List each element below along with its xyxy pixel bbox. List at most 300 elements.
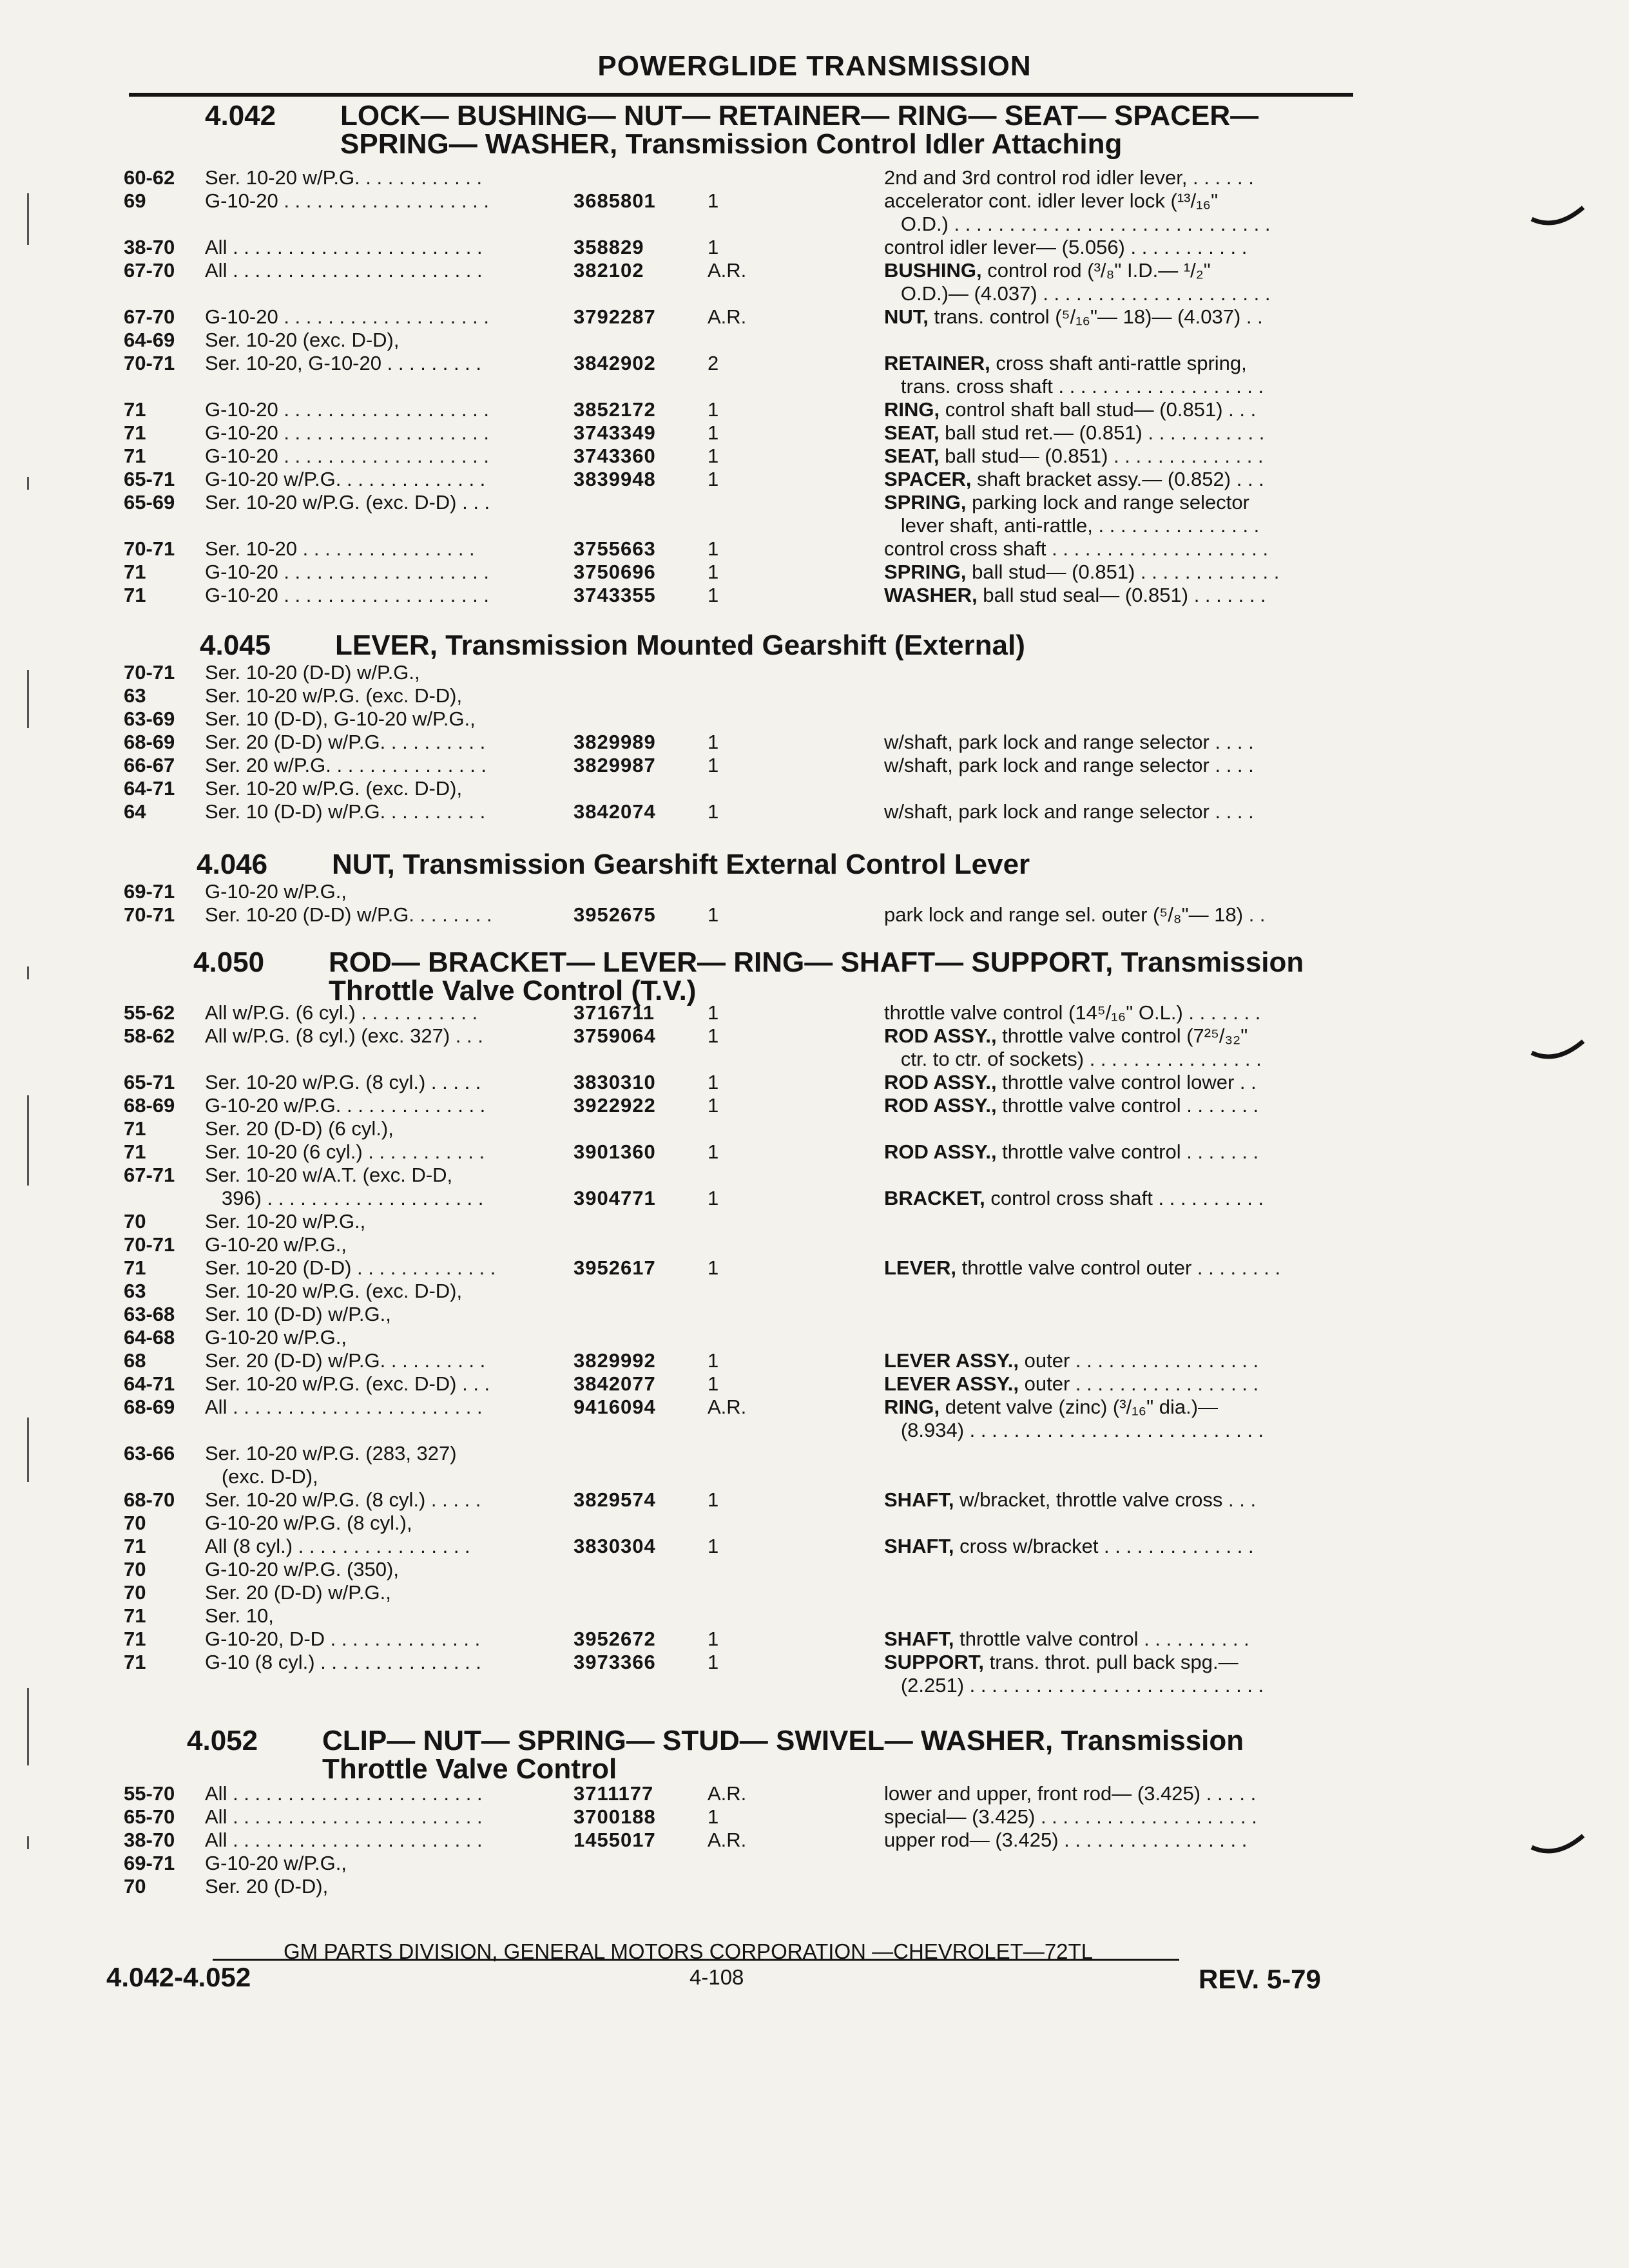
description <box>884 398 1256 421</box>
quantity: 1 <box>708 1535 719 1557</box>
description-text: (8.934) . . . . . . . . . . . . . . . . . . . . . . . . . . . <box>884 1419 1264 1441</box>
description-text: accelerator cont. idler lever lock (¹³/₁₆" <box>884 189 1219 212</box>
section-title: ROD— BRACKET— LEVER— RING— SHAFT— SUPPORT, Transmission <box>329 947 1304 978</box>
application: Ser. 10, <box>205 1604 274 1627</box>
section-title-line2: SPRING— WASHER, Transmission Control Idler Attaching <box>340 128 1123 160</box>
part-number: 3750696 <box>574 561 656 583</box>
part-number: 3685801 <box>574 189 656 212</box>
model-year: 65-71 <box>124 468 175 490</box>
quantity: A.R. <box>708 259 747 282</box>
table-row <box>0 1604 1629 1630</box>
description-keyword: SEAT, <box>884 421 940 444</box>
quantity: 1 <box>708 1140 719 1163</box>
quantity: 1 <box>708 1001 719 1024</box>
description-text: throttle valve control (14⁵/₁₆" O.L.) . . . . . . . <box>884 1001 1261 1024</box>
application: Ser. 10-20 (D-D) . . . . . . . . . . . . . <box>205 1256 496 1279</box>
description-text: 2nd and 3rd control rod idler lever, . . . . . . <box>884 166 1254 189</box>
table-row <box>0 1001 1629 1027</box>
table-row <box>0 1210 1629 1236</box>
application: Ser. 10-20 w/P.G. (exc. D-D), <box>205 1280 463 1302</box>
table-row <box>0 468 1629 494</box>
table-row <box>0 1829 1629 1854</box>
model-year: 71 <box>124 1256 146 1279</box>
part-number: 3842077 <box>574 1372 656 1395</box>
table-row <box>0 561 1629 586</box>
application: All . . . . . . . . . . . . . . . . . . . . . . . <box>205 236 483 258</box>
description <box>884 754 1254 777</box>
quantity: 1 <box>708 537 719 560</box>
part-number: 358829 <box>574 236 644 258</box>
application: Ser. 20 (D-D) w/P.G., <box>205 1581 391 1604</box>
table-row <box>0 491 1629 517</box>
table-row <box>0 514 1629 540</box>
application: G-10-20 w/P.G., <box>205 1326 347 1349</box>
description <box>884 421 1264 445</box>
description-keyword: SPACER, <box>884 468 972 490</box>
table-row <box>0 445 1629 470</box>
description-text: control cross shaft . . . . . . . . . . . . . . . . . . . . <box>884 537 1269 560</box>
application: Ser. 10-20 w/A.T. (exc. D-D, <box>205 1164 453 1186</box>
quantity: 2 <box>708 352 719 374</box>
table-row <box>0 189 1629 215</box>
description <box>884 468 1264 491</box>
model-year: 71 <box>124 1140 146 1163</box>
part-number: 3842074 <box>574 800 656 823</box>
table-row <box>0 1465 1629 1491</box>
description <box>884 1140 1258 1164</box>
page-header-title: POWERGLIDE TRANSMISSION <box>597 50 1032 82</box>
table-row <box>0 213 1629 238</box>
section-title-line2: Throttle Valve Control (T.V.) <box>329 975 697 1006</box>
quantity: 1 <box>708 468 719 490</box>
description <box>884 584 1266 607</box>
description <box>884 236 1247 259</box>
description-keyword: RING, <box>884 1396 940 1418</box>
part-number: 3829989 <box>574 731 656 753</box>
description <box>884 445 1264 468</box>
table-row <box>0 880 1629 906</box>
part-number: 3829992 <box>574 1349 656 1372</box>
application: Ser. 10-20 (6 cyl.) . . . . . . . . . . . <box>205 1140 485 1163</box>
quantity: 1 <box>708 584 719 606</box>
margin-tick <box>27 1418 29 1482</box>
description <box>884 800 1254 823</box>
part-number: 9416094 <box>574 1396 656 1418</box>
description-keyword: SEAT, <box>884 445 940 467</box>
application: G-10-20 . . . . . . . . . . . . . . . . . . . <box>205 445 490 467</box>
application: G-10-20 w/P.G., <box>205 1852 347 1874</box>
quantity: 1 <box>708 1349 719 1372</box>
model-year: 70 <box>124 1875 146 1898</box>
table-row <box>0 375 1629 401</box>
quantity: A.R. <box>708 1396 747 1418</box>
description-text: lower and upper, front rod— (3.425) . . . . . <box>884 1782 1257 1805</box>
description-text: ball stud ret.— (0.851) . . . . . . . . . . . <box>939 421 1265 444</box>
quantity: 1 <box>708 1651 719 1673</box>
model-year: 71 <box>124 398 146 421</box>
application: Ser. 10-20 w/P.G. (exc. D-D), <box>205 684 463 707</box>
description-keyword: NUT, <box>884 305 929 328</box>
section-title-line2: Throttle Valve Control <box>322 1753 617 1785</box>
description-text: cross shaft anti-rattle spring, <box>990 352 1247 374</box>
description-text: trans. control (⁵/₁₆"— 18)— (4.037) . . <box>928 305 1263 328</box>
model-year: 70 <box>124 1558 146 1581</box>
model-year: 70-71 <box>124 352 175 374</box>
quantity: 1 <box>708 754 719 776</box>
description-text: control rod (³/₈" I.D.— ¹/₂" <box>981 259 1211 282</box>
description <box>884 1488 1256 1512</box>
description-keyword: BRACKET, <box>884 1187 985 1209</box>
part-number: 3830310 <box>574 1071 656 1093</box>
table-row <box>0 1488 1629 1514</box>
description-keyword: ROD ASSY., <box>884 1140 997 1163</box>
binding-mark-icon <box>1530 1039 1585 1064</box>
model-year: 71 <box>124 1535 146 1557</box>
model-year: 63-69 <box>124 707 175 730</box>
application: Ser. 10-20 w/P.G. (exc. D-D) . . . <box>205 1372 490 1395</box>
model-year: 71 <box>124 584 146 606</box>
description-text: throttle valve control . . . . . . . <box>996 1140 1259 1163</box>
table-row <box>0 584 1629 610</box>
quantity: A.R. <box>708 1782 747 1805</box>
part-number: 3830304 <box>574 1535 656 1557</box>
part-number: 3755663 <box>574 537 656 560</box>
description-text: control cross shaft . . . . . . . . . . <box>985 1187 1264 1209</box>
model-year: 64-68 <box>124 1326 175 1349</box>
table-row <box>0 1674 1629 1700</box>
description <box>884 1782 1256 1805</box>
table-row <box>0 398 1629 424</box>
description-text: special— (3.425) . . . . . . . . . . . . . . . . . . . . <box>884 1805 1257 1828</box>
description-text: w/shaft, park lock and range selector . . . . <box>884 731 1254 753</box>
table-row <box>0 352 1629 378</box>
model-year: 64-71 <box>124 777 175 800</box>
application: G-10-20 w/P.G., <box>205 1233 347 1256</box>
footer-publisher: GM PARTS DIVISION, GENERAL MOTORS CORPORATION —CHEVROLET—72TL <box>284 1939 1094 1963</box>
description <box>884 213 1270 236</box>
application: G-10-20 . . . . . . . . . . . . . . . . . . . <box>205 421 490 444</box>
table-row <box>0 421 1629 447</box>
description-text: throttle valve control . . . . . . . . . . <box>954 1628 1249 1650</box>
description <box>884 1674 1264 1697</box>
part-number: 3973366 <box>574 1651 656 1673</box>
application: All . . . . . . . . . . . . . . . . . . . . . . . <box>205 1396 483 1418</box>
description-text: control idler lever— (5.056) . . . . . . . . . . . <box>884 236 1248 258</box>
description <box>884 514 1259 537</box>
application: Ser. 10 (D-D), G-10-20 w/P.G., <box>205 707 476 730</box>
quantity: 1 <box>708 731 719 753</box>
model-year: 58-62 <box>124 1024 175 1047</box>
model-year: 64 <box>124 800 146 823</box>
description-keyword: SHAFT, <box>884 1535 954 1557</box>
table-row <box>0 1048 1629 1073</box>
part-number: 3792287 <box>574 305 656 328</box>
application: Ser. 20 w/P.G. . . . . . . . . . . . . . . <box>205 754 487 776</box>
description-keyword: SPRING, <box>884 491 967 514</box>
table-row <box>0 1094 1629 1120</box>
part-number: 3716711 <box>574 1001 655 1024</box>
model-year: 65-69 <box>124 491 175 514</box>
application: Ser. 10-20 w/P.G. (exc. D-D) . . . <box>205 491 490 514</box>
table-row <box>0 1512 1629 1537</box>
model-year: 38-70 <box>124 1829 175 1851</box>
margin-tick <box>27 1095 29 1186</box>
description-text: O.D.)— (4.037) . . . . . . . . . . . . . . . . . . . . . <box>884 282 1271 305</box>
header-rule <box>129 93 1353 97</box>
table-row <box>0 1349 1629 1375</box>
description <box>884 903 1266 927</box>
table-row <box>0 1233 1629 1259</box>
table-row <box>0 661 1629 687</box>
table-row <box>0 1140 1629 1166</box>
quantity: 1 <box>708 903 719 926</box>
model-year: 68 <box>124 1349 146 1372</box>
model-year: 70-71 <box>124 1233 175 1256</box>
application: G-10-20 w/P.G. . . . . . . . . . . . . . <box>205 468 486 490</box>
section-number: 4.052 <box>187 1725 258 1756</box>
quantity: 1 <box>708 561 719 583</box>
application: Ser. 10-20, G-10-20 . . . . . . . . . <box>205 352 482 374</box>
description <box>884 537 1268 561</box>
model-year: 70 <box>124 1581 146 1604</box>
part-number: 3711177 <box>574 1782 654 1805</box>
application: G-10-20 w/P.G., <box>205 880 347 903</box>
model-year: 70-71 <box>124 903 175 926</box>
model-year: 68-69 <box>124 1396 175 1418</box>
description-keyword: ROD ASSY., <box>884 1094 997 1117</box>
application: Ser. 20 (D-D) w/P.G. . . . . . . . . . <box>205 731 486 753</box>
application: Ser. 20 (D-D) (6 cyl.), <box>205 1117 394 1140</box>
table-row <box>0 1372 1629 1398</box>
part-number: 3829574 <box>574 1488 656 1511</box>
description-text: ball stud— (0.851) . . . . . . . . . . . . . <box>966 561 1280 583</box>
table-row <box>0 236 1629 262</box>
description <box>884 352 1247 375</box>
model-year: 71 <box>124 445 146 467</box>
description <box>884 1396 1218 1419</box>
description <box>884 1024 1248 1048</box>
part-number: 3700188 <box>574 1805 656 1828</box>
model-year: 71 <box>124 1117 146 1140</box>
application: G-10-20 . . . . . . . . . . . . . . . . . . . <box>205 305 490 328</box>
table-row <box>0 731 1629 756</box>
quantity: 1 <box>708 1628 719 1650</box>
description-text: outer . . . . . . . . . . . . . . . . . <box>1019 1372 1259 1395</box>
table-row <box>0 903 1629 929</box>
model-year: 65-71 <box>124 1071 175 1093</box>
application: Ser. 10-20 (D-D) w/P.G. . . . . . . . <box>205 903 492 926</box>
description-keyword: RETAINER, <box>884 352 990 374</box>
quantity: 1 <box>708 800 719 823</box>
section-title: LEVER, Transmission Mounted Gearshift (External) <box>335 629 1025 661</box>
description-text: O.D.) . . . . . . . . . . . . . . . . . . . . . . . . . . . . . <box>884 213 1271 235</box>
quantity: 1 <box>708 1187 719 1209</box>
quantity: A.R. <box>708 1829 747 1851</box>
model-year: 69 <box>124 189 146 212</box>
description <box>884 1001 1260 1024</box>
table-row <box>0 329 1629 354</box>
model-year: 63-66 <box>124 1442 175 1465</box>
application: All . . . . . . . . . . . . . . . . . . . . . . . <box>205 1805 483 1828</box>
table-row <box>0 1852 1629 1878</box>
footer-range: 4.042-4.052 <box>106 1962 251 1992</box>
model-year: 65-70 <box>124 1805 175 1828</box>
part-number: 3922922 <box>574 1094 656 1117</box>
description <box>884 1419 1264 1442</box>
section-number: 4.050 <box>193 947 265 978</box>
application: G-10-20 . . . . . . . . . . . . . . . . . . . <box>205 398 490 421</box>
description-text: throttle valve control . . . . . . . <box>996 1094 1259 1117</box>
application: G-10-20 w/P.G. (350), <box>205 1558 399 1581</box>
description-text: detent valve (zinc) (³/₁₆" dia.)— <box>940 1396 1219 1418</box>
description-text: (2.251) . . . . . . . . . . . . . . . . . . . . . . . . . . . <box>884 1674 1264 1696</box>
description <box>884 305 1263 329</box>
description <box>884 1805 1257 1829</box>
application: Ser. 10-20 . . . . . . . . . . . . . . . . <box>205 537 475 560</box>
application: Ser. 10 (D-D) w/P.G. . . . . . . . . . <box>205 800 486 823</box>
description-text: ball stud seal— (0.851) . . . . . . . <box>977 584 1266 606</box>
description-text: w/bracket, throttle valve cross . . . <box>954 1488 1257 1511</box>
description <box>884 491 1249 514</box>
table-row <box>0 166 1629 192</box>
application: All . . . . . . . . . . . . . . . . . . . . . . . <box>205 259 483 282</box>
description-keyword: BUSHING, <box>884 259 982 282</box>
application: Ser. 10-20 w/P.G. (283, 327) <box>205 1442 457 1465</box>
margin-tick <box>27 966 29 979</box>
description <box>884 1071 1257 1094</box>
table-row <box>0 1187 1629 1213</box>
application: Ser. 10-20 (exc. D-D), <box>205 329 400 351</box>
model-year: 69-71 <box>124 1852 175 1874</box>
part-number: 3743355 <box>574 584 656 606</box>
model-year: 70 <box>124 1512 146 1534</box>
part-number: 3952675 <box>574 903 656 926</box>
description-keyword: WASHER, <box>884 584 978 606</box>
application: Ser. 10-20 w/P.G. (8 cyl.) . . . . . <box>205 1071 481 1093</box>
part-number: 3852172 <box>574 398 656 421</box>
quantity: 1 <box>708 1256 719 1279</box>
table-row <box>0 282 1629 308</box>
model-year: 70-71 <box>124 537 175 560</box>
quantity: 1 <box>708 1024 719 1047</box>
table-row <box>0 1782 1629 1808</box>
description-text: trans. throt. pull back spg.— <box>984 1651 1239 1673</box>
application: G-10-20 . . . . . . . . . . . . . . . . . . . <box>205 189 490 212</box>
description <box>884 375 1264 398</box>
description <box>884 1256 1280 1280</box>
description <box>884 1651 1239 1674</box>
table-row <box>0 1071 1629 1097</box>
table-row <box>0 259 1629 285</box>
margin-tick <box>27 477 29 490</box>
table-row <box>0 754 1629 780</box>
description-text: trans. cross shaft . . . . . . . . . . . . . . . . . . . <box>884 375 1264 398</box>
quantity: 1 <box>708 1488 719 1511</box>
margin-tick <box>27 1836 29 1849</box>
quantity: 1 <box>708 398 719 421</box>
application: All (8 cyl.) . . . . . . . . . . . . . . . . <box>205 1535 470 1557</box>
description <box>884 259 1211 282</box>
footer-revision: REV. 5-79 <box>1199 1964 1321 1994</box>
model-year: 68-69 <box>124 1094 175 1117</box>
application: Ser. 20 (D-D), <box>205 1875 329 1898</box>
model-year: 63 <box>124 1280 146 1302</box>
description-text: park lock and range sel. outer (⁵/₈"— 18) . . <box>884 903 1266 926</box>
binding-mark-icon <box>1530 205 1585 231</box>
description-keyword: ROD ASSY., <box>884 1024 997 1047</box>
quantity: 1 <box>708 1805 719 1828</box>
model-year: 38-70 <box>124 236 175 258</box>
description-text: throttle valve control lower . . <box>996 1071 1257 1093</box>
application: Ser. 20 (D-D) w/P.G. . . . . . . . . . <box>205 1349 486 1372</box>
table-row <box>0 1558 1629 1584</box>
model-year: 71 <box>124 1651 146 1673</box>
description <box>884 1349 1258 1372</box>
description <box>884 1094 1258 1117</box>
binding-mark-icon <box>1530 1833 1585 1859</box>
table-row <box>0 800 1629 826</box>
table-row <box>0 777 1629 803</box>
description-text: outer . . . . . . . . . . . . . . . . . <box>1019 1349 1259 1372</box>
application: Ser. 10-20 w/P.G. (8 cyl.) . . . . . <box>205 1488 481 1511</box>
model-year: 60-62 <box>124 166 175 189</box>
application: Ser. 10-20 w/P.G. . . . . . . . . . . . <box>205 166 483 189</box>
application: Ser. 10-20 w/P.G. (exc. D-D), <box>205 777 463 800</box>
application: G-10-20 w/P.G. (8 cyl.), <box>205 1512 412 1534</box>
part-number: 3829987 <box>574 754 656 776</box>
table-row <box>0 1326 1629 1352</box>
quantity: A.R. <box>708 305 747 328</box>
section-title: LOCK— BUSHING— NUT— RETAINER— RING— SEAT— SPACER— <box>340 100 1259 131</box>
application: G-10 (8 cyl.) . . . . . . . . . . . . . . . <box>205 1651 481 1673</box>
model-year: 64-71 <box>124 1372 175 1395</box>
quantity: 1 <box>708 445 719 467</box>
table-row <box>0 1442 1629 1468</box>
description-text: throttle valve control (7²⁵/₃₂" <box>996 1024 1248 1047</box>
table-row <box>0 1164 1629 1189</box>
application: 396) . . . . . . . . . . . . . . . . . . . . <box>205 1187 484 1209</box>
description <box>884 1628 1249 1651</box>
application: G-10-20 . . . . . . . . . . . . . . . . . . . <box>205 561 490 583</box>
description-keyword: LEVER ASSY., <box>884 1349 1019 1372</box>
table-row <box>0 1805 1629 1831</box>
model-year: 55-62 <box>124 1001 175 1024</box>
table-row <box>0 1419 1629 1445</box>
model-year: 71 <box>124 421 146 444</box>
model-year: 71 <box>124 1604 146 1627</box>
model-year: 67-70 <box>124 259 175 282</box>
margin-tick <box>27 670 29 728</box>
description-text: cross w/bracket . . . . . . . . . . . . . . <box>954 1535 1254 1557</box>
table-row <box>0 1280 1629 1305</box>
table-row <box>0 707 1629 733</box>
application: All w/P.G. (8 cyl.) (exc. 327) . . . <box>205 1024 483 1047</box>
application: Ser. 10-20 (D-D) w/P.G., <box>205 661 420 684</box>
description <box>884 731 1254 754</box>
quantity: 1 <box>708 1372 719 1395</box>
margin-tick <box>27 193 29 245</box>
model-year: 68-70 <box>124 1488 175 1511</box>
description-text: upper rod— (3.425) . . . . . . . . . . . . . . . . . <box>884 1829 1248 1851</box>
application: Ser. 10 (D-D) w/P.G., <box>205 1303 391 1325</box>
table-row <box>0 1875 1629 1901</box>
application: All w/P.G. (6 cyl.) . . . . . . . . . . . <box>205 1001 478 1024</box>
description-text: w/shaft, park lock and range selector . . . . <box>884 754 1254 776</box>
model-year: 63 <box>124 684 146 707</box>
model-year: 69-71 <box>124 880 175 903</box>
section-number: 4.042 <box>205 100 276 131</box>
part-number: 1455017 <box>574 1829 656 1851</box>
